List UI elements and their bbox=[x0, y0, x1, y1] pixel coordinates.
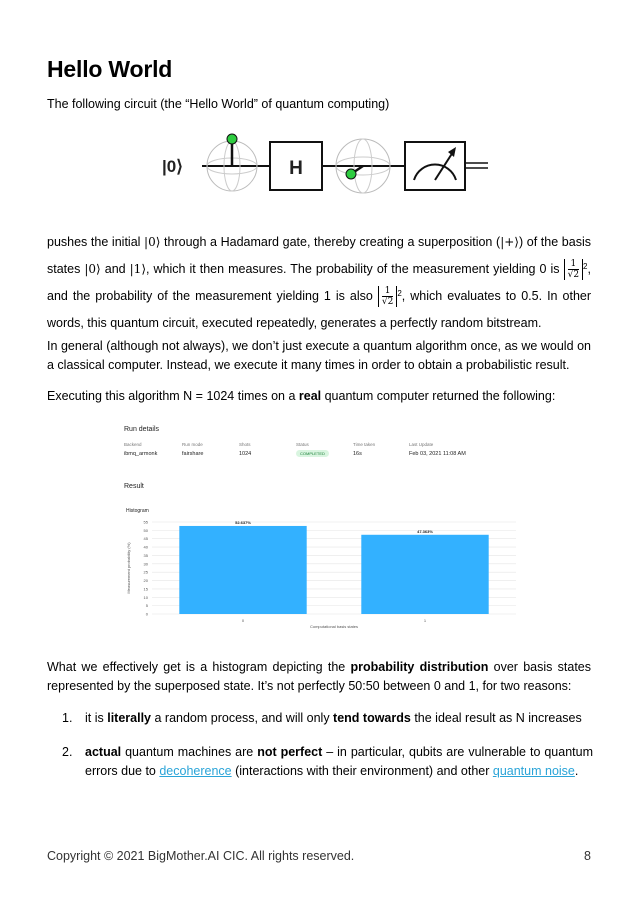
circuit-input-label: |0⟩ bbox=[162, 157, 183, 176]
circuit-svg bbox=[160, 130, 490, 200]
histogram-title: Histogram bbox=[126, 508, 149, 514]
probability-expression: $\frac{1}{√2}$ bbox=[378, 286, 397, 307]
field-value: 1024 bbox=[239, 451, 252, 457]
y-tick-label: 10 bbox=[143, 594, 148, 600]
run-details-panel bbox=[124, 420, 524, 630]
distribution-paragraph: What we effectively get is a histogram depicting the probability distribution over basis states represented by the superposed state. It’s not perfectly 50:50 between 0 and 1, for two reasons: bbox=[47, 660, 591, 693]
y-tick-label: 30 bbox=[143, 561, 148, 567]
field-value: ibmq_armonk bbox=[124, 451, 158, 457]
field-header: Shots bbox=[239, 442, 251, 447]
field-value: fairshare bbox=[182, 451, 204, 457]
intro-paragraph: The following circuit (the “Hello World” of quantum computing) bbox=[47, 97, 390, 111]
result-title: Result bbox=[124, 483, 144, 490]
field-header: Backend bbox=[124, 442, 142, 447]
y-tick-label: 55 bbox=[143, 519, 148, 525]
copyright-footer: Copyright © 2021 BigMother.AI CIC. All rights reserved. bbox=[47, 849, 355, 863]
field-header: Time taken bbox=[353, 442, 376, 447]
histogram-bar bbox=[361, 535, 488, 614]
decoherence-link[interactable]: decoherence bbox=[159, 764, 232, 778]
x-tick-label: 1 bbox=[423, 618, 427, 623]
histogram-chart bbox=[124, 514, 524, 634]
x-axis-label: Computational basis states bbox=[309, 624, 359, 629]
y-tick-label: 45 bbox=[143, 536, 148, 542]
histogram-bar bbox=[179, 526, 306, 614]
y-tick-label: 50 bbox=[143, 527, 148, 533]
run-details-title: Run details bbox=[124, 426, 160, 433]
field-header: Last Update bbox=[409, 442, 434, 447]
field-header: Run mode bbox=[182, 442, 203, 447]
list-number: 2. bbox=[62, 745, 73, 759]
field-value: 16s bbox=[353, 451, 362, 457]
y-tick-label: 25 bbox=[143, 569, 148, 575]
measurement-gate bbox=[405, 142, 465, 190]
probability-expression: $\frac{1}{√2}$ bbox=[564, 259, 583, 280]
bloch-sphere-icon bbox=[207, 134, 257, 191]
bar-data-label: 47.363% bbox=[417, 528, 433, 534]
y-tick-label: 0 bbox=[145, 611, 148, 617]
y-tick-label: 40 bbox=[143, 544, 148, 550]
general-paragraph: In general (although not always), we don’t just execute a quantum algorithm once, as we would on a classical computer. Instead, we execute it many times in order to obtain a probabilistic result. bbox=[47, 339, 591, 372]
list-number: 1. bbox=[62, 711, 73, 725]
quantum-noise-link[interactable]: quantum noise bbox=[492, 764, 575, 778]
y-tick-label: 15 bbox=[143, 586, 148, 592]
status-badge: COMPLETED bbox=[296, 450, 329, 457]
y-axis-label: Measurement probability (%) bbox=[126, 542, 131, 594]
page-title: Hello World bbox=[47, 56, 173, 82]
page-number: 8 bbox=[584, 849, 591, 863]
hadamard-gate-label: H bbox=[289, 158, 303, 179]
field-value: Feb 03, 2021 11:08 AM bbox=[409, 451, 466, 457]
quantum-circuit-diagram bbox=[160, 130, 490, 200]
field-header: Status bbox=[296, 442, 309, 447]
x-tick-label: 0 bbox=[241, 618, 245, 623]
document-page: Hello World The following circuit (the “Hello World” of quantum computing) |0⟩ H pushes the initial |0⟩ through a Hadamard gate, thereby creating a superposition (|+⟩) of the basis states |0⟩ and |1⟩, which it then measures. The probability of the measurement yielding 0 is $\frac{1}{√2}$ $^2$, and the probability of the measurement yielding 1 is also $\frac{1}{√2}$ $^2$, which evaluates to 0.5. In other words, this quantum circuit, executed repeatedly, generates a perfectly random bitstream. In general (although not always), we don’t just execute a quantum algorithm once, as we would on a classical computer. Instead, we execute it many times in order to obtain a probabilistic result. Executing this algorithm N = 1024 times on a real quantum computer returned the following: Run details Backend ibmq_armonk Run mode fairshare Shots 1024 Status COMPLETED Time taken 16s Last Update Feb 03, 2021 11:08 AM Result Histogram 0 5 10 15 20 25 30 35 40 45 50 55 52.637% 0 47.363% 1 Computational basis states Measurement probability (%) What we effectively get is a histogram depicting the probability distribution over basis states represented by the superposed state. It’s not perfectly 50:50 between 0 and 1, for two reasons: 1. it is literally a random process, and will only tend towards the ideal result as N increases 2. actual quantum machines are not perfect – in particular, qubits are vulnerable to quantum errors due to decoherence (interactions with their environment) and other quantum noise. Copyright © 2021 BigMother.AI CIC. All rights reserved. 8 bbox=[47, 56, 594, 863]
bar-data-label: 52.637% bbox=[235, 519, 251, 525]
y-tick-label: 35 bbox=[143, 552, 148, 558]
superposition-paragraph: pushes the initial |0⟩ through a Hadamard gate, thereby creating a superposition (|+⟩) of the basis states |0⟩ and |1⟩, which it then measures. The probability of the measurement yielding 0 is $\frac{1}{√2}$ $^2$, and the probability of the measurement yielding 1 is also $\frac{1}{√2}$ $^2$, which evaluates to 0.5. In other words, this quantum circuit, executed repeatedly, generates a perfectly random bitstream. bbox=[47, 235, 592, 330]
execution-paragraph: Executing this algorithm N = 1024 times on a real quantum computer returned the following: bbox=[47, 389, 556, 403]
y-tick-label: 5 bbox=[145, 603, 148, 609]
y-tick-label: 20 bbox=[143, 578, 148, 584]
